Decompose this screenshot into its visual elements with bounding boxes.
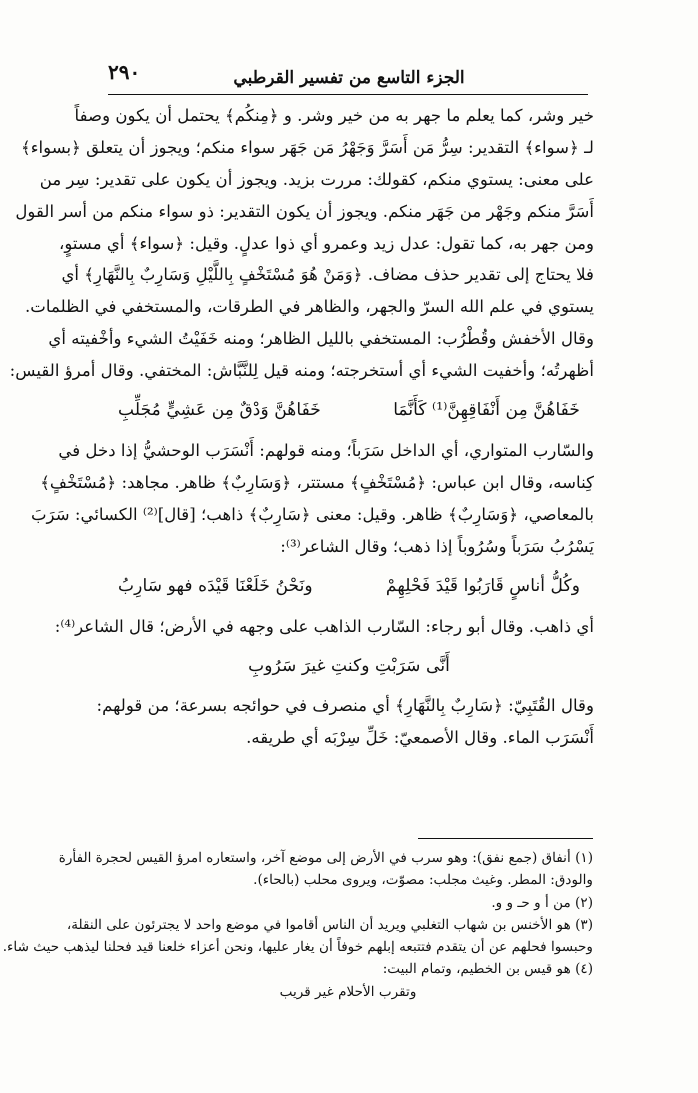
text-line: فلا يحتاج إلى تقدير حذف مضاف. ﴿وَمَنْ هُوَ مُسْتَخْفٍ بِاللَّيْلِ وَسَارِبٌ بِالنَّهَارِ﴾ أي [61,265,594,285]
footnote-line: (١) أنفاق (جمع نفق): وهو سرب في الأرض إلى موضع آخر، واستعاره امرؤ القيس لحجرة الفأرة [58,850,593,866]
text-line: يستوي في علم الله السرّ والجهر، والظاهر في الطرقات، والمستخفي في الظلمات. [25,297,594,317]
footnote-rule [418,838,593,839]
text-line: ومن جهر به، كما تقول: عدل زيد وعمرو أي ذوا عدلٍ. وقيل: ﴿سواء﴾ أي مستوٍ، [58,233,594,253]
text-line: كِناسه، وقال ابن عباس: ﴿مُسْتَخْفٍ﴾ مستتر، ﴿وَسَارِبٌ﴾ ظاهر. مجاهد: ﴿مُسْتَخْفٍ﴾ [40,472,594,492]
verse-3 [104,642,594,690]
verse-1 [104,387,594,435]
footnote-line: وحبسوا فحلهم عن أن يتقدم فتتبعه إبلهم خوفاً أن يغار عليها، ونحن أعزاء خلعنا قيد فحلنا ليذهب حيث شاء. [2,939,593,956]
footnotes [2,847,593,1003]
footnote-line: (٤) هو قيس بن الخطيم، وتمام البيت: [382,961,593,978]
header-title: الجزء التاسع من تفسير القرطبي [233,68,465,88]
text-line: وقال القُتَبِيّ: ﴿سَارِبٌ بِالنَّهَارِ﴾ أي منصرف في حوائجه بسرعة؛ من قولهم: [96,696,594,716]
verse-2 [104,563,594,611]
text-line: وقال الأخفش وقُطْرُب: المستخفي بالليل الظاهر؛ ومنه خَفَيْتُ الشيء وأخْفيته أي [48,329,594,349]
text-line: أَسَرَّ منكم وجَهْر من جَهَر منكم. ويجوز أن يكون التقدير: ذو سواء منكم من أسر القول [15,201,594,221]
text-line: بالمعاصي، ﴿وَسَارِبٌ﴾ ظاهر. وقيل: معنى ﴿سَارِبٌ﴾ ذاهب؛ [قال]⁽²⁾ الكسائي: سَرَبَ [30,504,594,524]
verse-hemistich-right: وكُلُّ أناسٍ قَارَبُوا قَيْدَ فَحْلِهِمْ [385,575,580,596]
text-line: على معنى: يستوي منكم، كقولك: مررت بزيد. ويجوز أن يكون على تقدير: سِر من [39,169,594,189]
page-number: ٢٩٠ [108,60,141,84]
verse-line: أَنَّى سَرَبْتِ وكنتِ غيرَ سَرُوبِ [248,655,450,676]
footnote-verse: وتقرب الأحلام غير قريب [279,983,417,1000]
footnote-line: (٣) هو الأخنس بن شهاب التغلبي ويريد أن الناس أقاموا في موضع واحد لا يجترئون على النقلة، [66,916,593,933]
running-header [110,58,588,88]
main-text [9,100,594,754]
verse-hemistich-left: خَفَاهُنَّ وَدْقٌ مِن عَشِيٍّ مُجَلِّبِ [118,400,321,421]
text-line: أي ذاهب. وقال أبو رجاء: السّارب الذاهب على وجهه في الأرض؛ قال الشاعر⁽⁴⁾: [54,616,594,636]
text-line: يَسْرُبُ سَرَباً وسُرُوباً إذا ذهب؛ وقال الشاعر⁽³⁾: [280,536,594,556]
text-line: لـ ﴿سواء﴾ التقدير: سِرُّ مَن أَسَرَّ وَجَهْرُ مَن جَهَر سواء منكم؛ ويجوز أن يتعلق ﴿بسواء﴾ [21,137,594,157]
text-line: أظهرتُه؛ وأخفيت الشيء أي أستخرجته؛ ومنه قيل لِلنَّبَّاش: المختفي. وقال أمرؤ القيس: [9,361,594,381]
footnote-line: والودق: المطر. وغيث مجلب: مصوّت، ويروى محلب (بالحاء). [253,872,593,889]
header-rule [108,94,588,95]
verse-hemistich-left: ونَحْنُ خَلَعْنَا قَيْدَه فهو سَارِبُ [118,575,313,596]
text-line: والسّارب المتواري، أي الداخل سَرَباً؛ ومنه قولهم: أَنْسَرَب الوحشيُّ إذا دخل في [58,441,594,461]
text-line: أَنْسَرَب الماء. وقال الأصمعيّ: خَلِّ سِرْبَه أي طريقه. [246,728,594,748]
text-line: خير وشر، كما يعلم ما جهر به من خير وشر. و ﴿مِنكُم﴾ يحتمل أن يكون وصفاً [74,106,594,125]
footnote-line: (٢) من أ و حـ و و. [491,894,593,911]
verse-hemistich-right: خَفَاهُنَّ مِن أَنْفَاقِهِنَّ⁽¹⁾ كَأَنَّمَا [393,400,580,421]
